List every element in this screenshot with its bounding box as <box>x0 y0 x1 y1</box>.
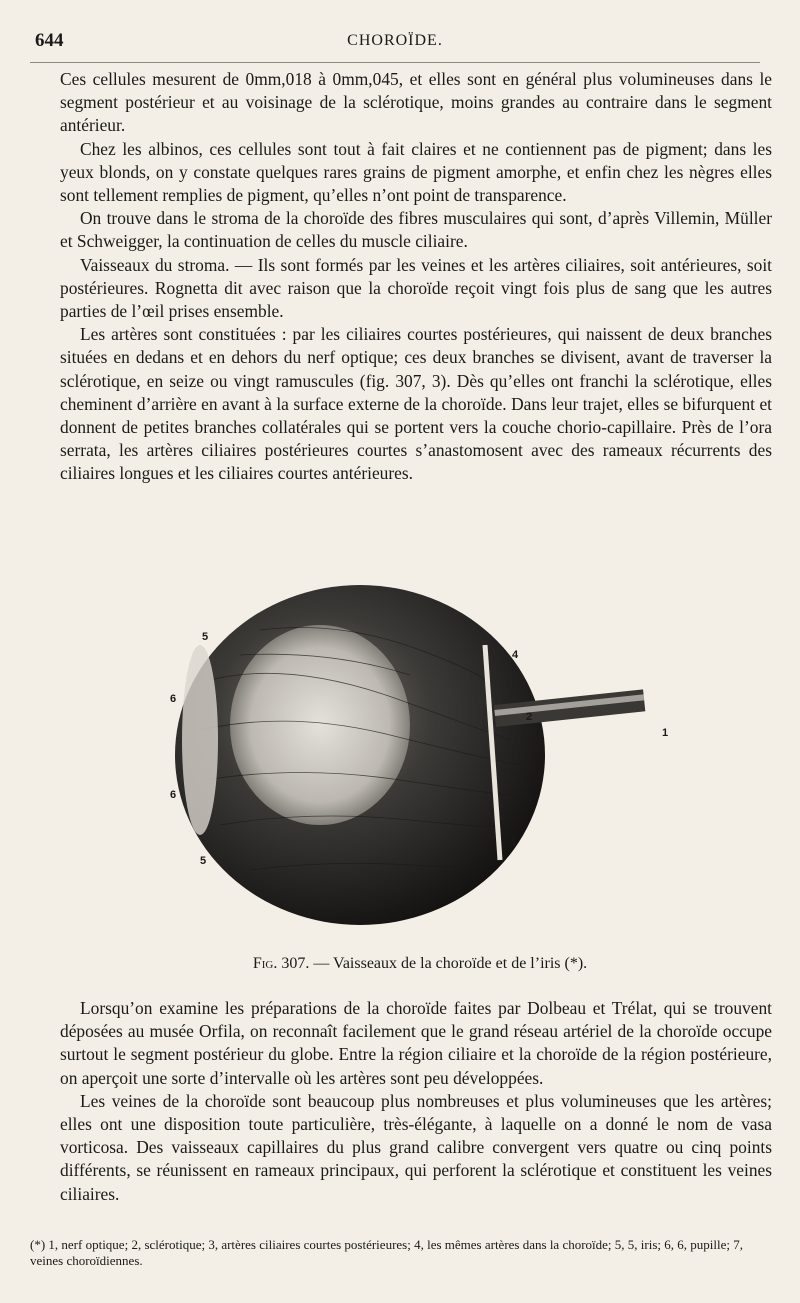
running-title: CHOROÏDE. <box>347 32 443 49</box>
figure-label: 1 <box>662 727 669 739</box>
page-number: 644 <box>35 30 64 51</box>
figure-label: 2 <box>526 711 533 723</box>
paragraph: Lorsqu’on examine les préparations de la choroïde faites par Dolbeau et Trélat, qui se trouvent déposées au musée Orfila, on reconnaît facilement que le grand réseau artériel de la choroïde occupe surtout le segment postérieur du globe. Entre la région ciliaire et la choroïde de la région postérieure, on aperçoit une sorte d’intervalle où les artères sont peu développées. <box>60 998 772 1088</box>
footnote: (*) 1, nerf optique; 2, sclérotique; 3, artères ciliaires courtes postérieures; 4, les mêmes artères dans la choroïde; 5, 5, iris; 6, 6, pupille; 7, veines choroïdiennes. <box>30 1237 743 1268</box>
caption-text: — Vaisseaux de la choroïde et de l’iris (*). <box>313 955 588 972</box>
figure-label: 2 <box>526 767 533 779</box>
figure-caption <box>140 955 700 973</box>
paragraph: Ces cellules mesurent de 0mm,018 à 0mm,045, et elles sont en général plus volumineuses dans le segment postérieur et au voisinage de la sclérotique, moins grandes au contraire dans le segment antérieur. <box>60 69 772 136</box>
iris-edge <box>182 645 218 835</box>
figure-label: 5 <box>202 631 209 643</box>
header-rule <box>30 62 760 63</box>
paragraph: Les veines de la choroïde sont beaucoup plus nombreuses et plus volumineuses que les artères; elles ont une disposition toute particulière, très-élégante, à laquelle on a donné le nom de vasa vorticosa. Des vaisseaux capillaires du plus grand calibre convergent vers quatre ou cinq points différents, se réunissent en rameaux principaux, qui perforent la sclérotique et constituent les veines ciliaires. <box>60 1090 772 1204</box>
figure-label: 5 <box>200 855 207 867</box>
body-text-bottom <box>60 997 772 1206</box>
figure-label: 4 <box>510 837 517 849</box>
figure-label: 6 <box>170 693 177 705</box>
eyeball-illustration <box>140 560 700 950</box>
paragraph: Les artères sont constituées : par les ciliaires courtes postérieures, qui naissent de deux branches situées en dedans et en dehors du nerf optique; ces deux branches se divisent, avant de traverser la sclérotique, en seize ou vingt ramuscules (fig. 307, 3). Dès qu’elles ont franchi la sclérotique, elles cheminent d’arrière en avant à la surface externe de la choroïde. Dans leur trajet, elles se bifurquent et donnent de petites branches collatérales qui se portent vers la couche chorio-capillaire. Près de l’ora serrata, les artères ciliaires postérieures courtes s’anastomosent avec des rameaux récurrents des ciliaires longues et les ciliaires courtes antérieures. <box>60 324 772 484</box>
figure-label: 6 <box>170 789 177 801</box>
paragraph: On trouve dans le stroma de la choroïde des fibres musculaires qui sont, d’après Villemin, Müller et Schweigger, la continuation de celles du muscle ciliaire. <box>60 208 772 252</box>
caption-label: Fig. 307. <box>252 955 310 972</box>
figure-307 <box>140 560 700 990</box>
figure-label: 3 <box>526 795 533 807</box>
page-header <box>30 30 760 54</box>
pale-region <box>230 625 410 825</box>
figure-label: 4 <box>512 649 519 661</box>
figure-label: 3 <box>526 781 533 793</box>
paragraph: Chez les albinos, ces cellules sont tout à fait claires et ne contiennent pas de pigment; dans les yeux blonds, on y constate quelques rares grains de pigment amorphe, et enfin chez les nègres elles sont tellement remplies de pigment, qu’elles n’ont point de transparence. <box>60 138 772 206</box>
paragraph: Vaisseaux du stroma. — Ils sont formés par les veines et les artères ciliaires, soit antérieures, soit postérieures. Rognetta dit avec raison que la choroïde reçoit vingt fois plus de sang que les autres parties de l’œil prises ensemble. <box>60 254 772 322</box>
body-text-top <box>60 68 772 486</box>
